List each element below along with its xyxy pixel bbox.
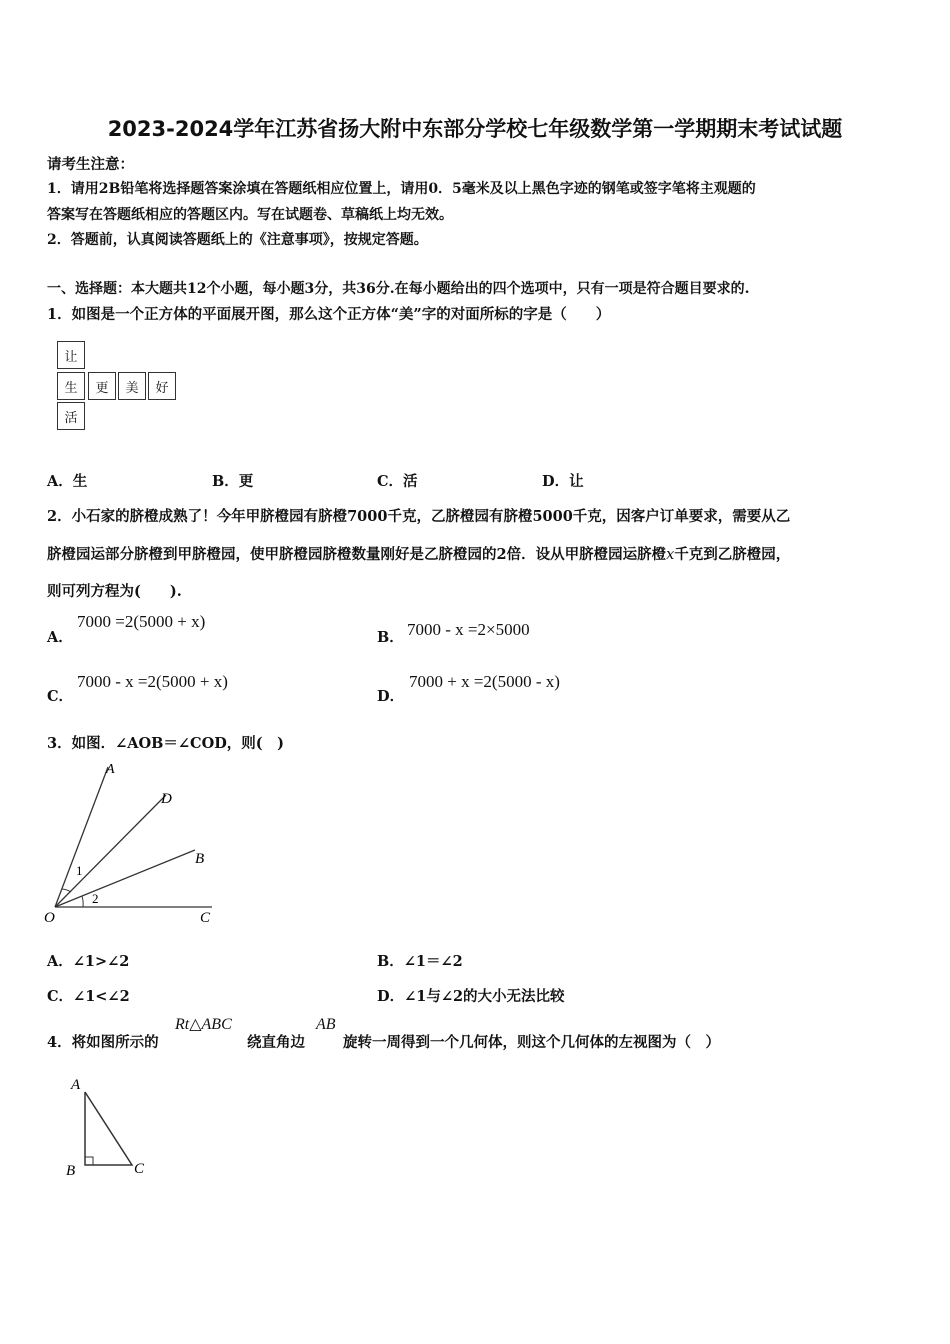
label-c: C xyxy=(134,1161,145,1177)
q1-option-c: C．活 xyxy=(377,473,418,490)
page-title: 2023-2024学年江苏省扬大附中东部分学校七年级数学第一学期期末考试试题 xyxy=(107,117,843,141)
q3-option-b: B．∠1＝∠2 xyxy=(377,953,463,970)
q4-triangle-name: Rt△ABC xyxy=(175,1016,232,1033)
q3-option-d: D．∠1与∠2的大小无法比较 xyxy=(377,988,565,1005)
ray-od xyxy=(55,795,166,907)
net-cell: 生 xyxy=(57,372,85,400)
right-triangle-figure xyxy=(60,1070,160,1185)
label-b: B xyxy=(195,851,205,867)
q2-option-b-equation: 7000 - x =2×5000 xyxy=(407,620,530,639)
ray-oa xyxy=(55,767,108,907)
ray-ob xyxy=(55,850,195,907)
label-c: C xyxy=(200,910,211,926)
question-2-line-2: 脐橙园运部分脐橙到甲脐橙园，使甲脐橙园脐橙数量刚好是乙脐橙园的2倍．设从甲脐橙园运脐橙x千克到乙脐橙园， xyxy=(47,546,791,563)
net-cell: 美 xyxy=(118,372,146,400)
question-2-line-1: 2．小石家的脐橙成熟了！今年甲脐橙园有脐橙7000千克，乙脐橙园有脐橙5000千克，因客户订单要求，需要从乙 xyxy=(47,508,791,525)
notice-line-1b: 答案写在答题纸相应的答题区内。写在试题卷、草稿纸上均无效。 xyxy=(47,207,453,223)
q2-option-c-equation: 7000 - x =2(5000 + x) xyxy=(77,672,228,691)
question-1-stem: 1．如图是一个正方体的平面展开图，那么这个正方体“美”字的对面所标的字是（ ） xyxy=(47,306,611,323)
arc-1 xyxy=(62,889,71,892)
right-angle-mark xyxy=(85,1157,93,1165)
q2-option-d-label: D． xyxy=(377,688,405,705)
label-d: D xyxy=(161,791,172,807)
triangle-abc xyxy=(85,1092,132,1165)
q3-option-a: A．∠1>∠2 xyxy=(47,953,130,970)
q3-option-c: C．∠1<∠2 xyxy=(47,988,130,1005)
notice-line-1a: 1．请用2B铅笔将选择题答案涂填在答题纸相应位置上，请用0．5毫米及以上黑色字迹的钢笔或签字笔将主观题的 xyxy=(47,181,756,197)
net-cell: 更 xyxy=(88,372,116,400)
label-a: A xyxy=(106,762,115,777)
q2-option-a-equation: 7000 =2(5000 + x) xyxy=(77,612,206,631)
q1-option-b: B．更 xyxy=(212,473,254,490)
label-angle-2: 2 xyxy=(92,891,99,906)
question-4-stem-a: 4．将如图所示的 xyxy=(47,1034,159,1051)
notice-heading: 请考生注意： xyxy=(47,156,134,173)
arc-2 xyxy=(82,896,83,907)
q4-edge-name: AB xyxy=(316,1016,336,1033)
label-b: B xyxy=(66,1163,76,1179)
question-2-line-3: 则可列方程为( ). xyxy=(47,583,182,600)
angle-figure xyxy=(40,755,220,930)
question-4-stem-b: 绕直角边 xyxy=(247,1034,305,1051)
net-cell: 让 xyxy=(57,341,85,369)
net-cell: 活 xyxy=(57,402,85,430)
q2-option-c-label: C． xyxy=(47,688,74,705)
label-o: O xyxy=(44,910,55,926)
notice-line-2: 2．答题前，认真阅读答题纸上的《注意事项》，按规定答题。 xyxy=(47,232,428,248)
q2-option-a-label: A． xyxy=(47,629,73,646)
label-angle-1: 1 xyxy=(76,863,83,878)
label-a: A xyxy=(71,1077,81,1093)
net-cell: 好 xyxy=(148,372,176,400)
section-heading: 一、选择题：本大题共12个小题，每小题3分，共36分.在每小题给出的四个选项中，只有一项是符合题目要求的. xyxy=(47,281,750,297)
q1-option-d: D．让 xyxy=(542,473,584,490)
q2-option-d-equation: 7000 + x =2(5000 - x) xyxy=(409,672,560,691)
q1-option-a: A．生 xyxy=(47,473,88,490)
question-4-stem-c: 旋转一周得到一个几何体，则这个几何体的左视图为（ ） xyxy=(343,1034,720,1051)
question-3-stem: 3．如图．∠AOB＝∠COD，则( ) xyxy=(47,735,284,752)
q2-option-b-label: B． xyxy=(377,629,404,646)
